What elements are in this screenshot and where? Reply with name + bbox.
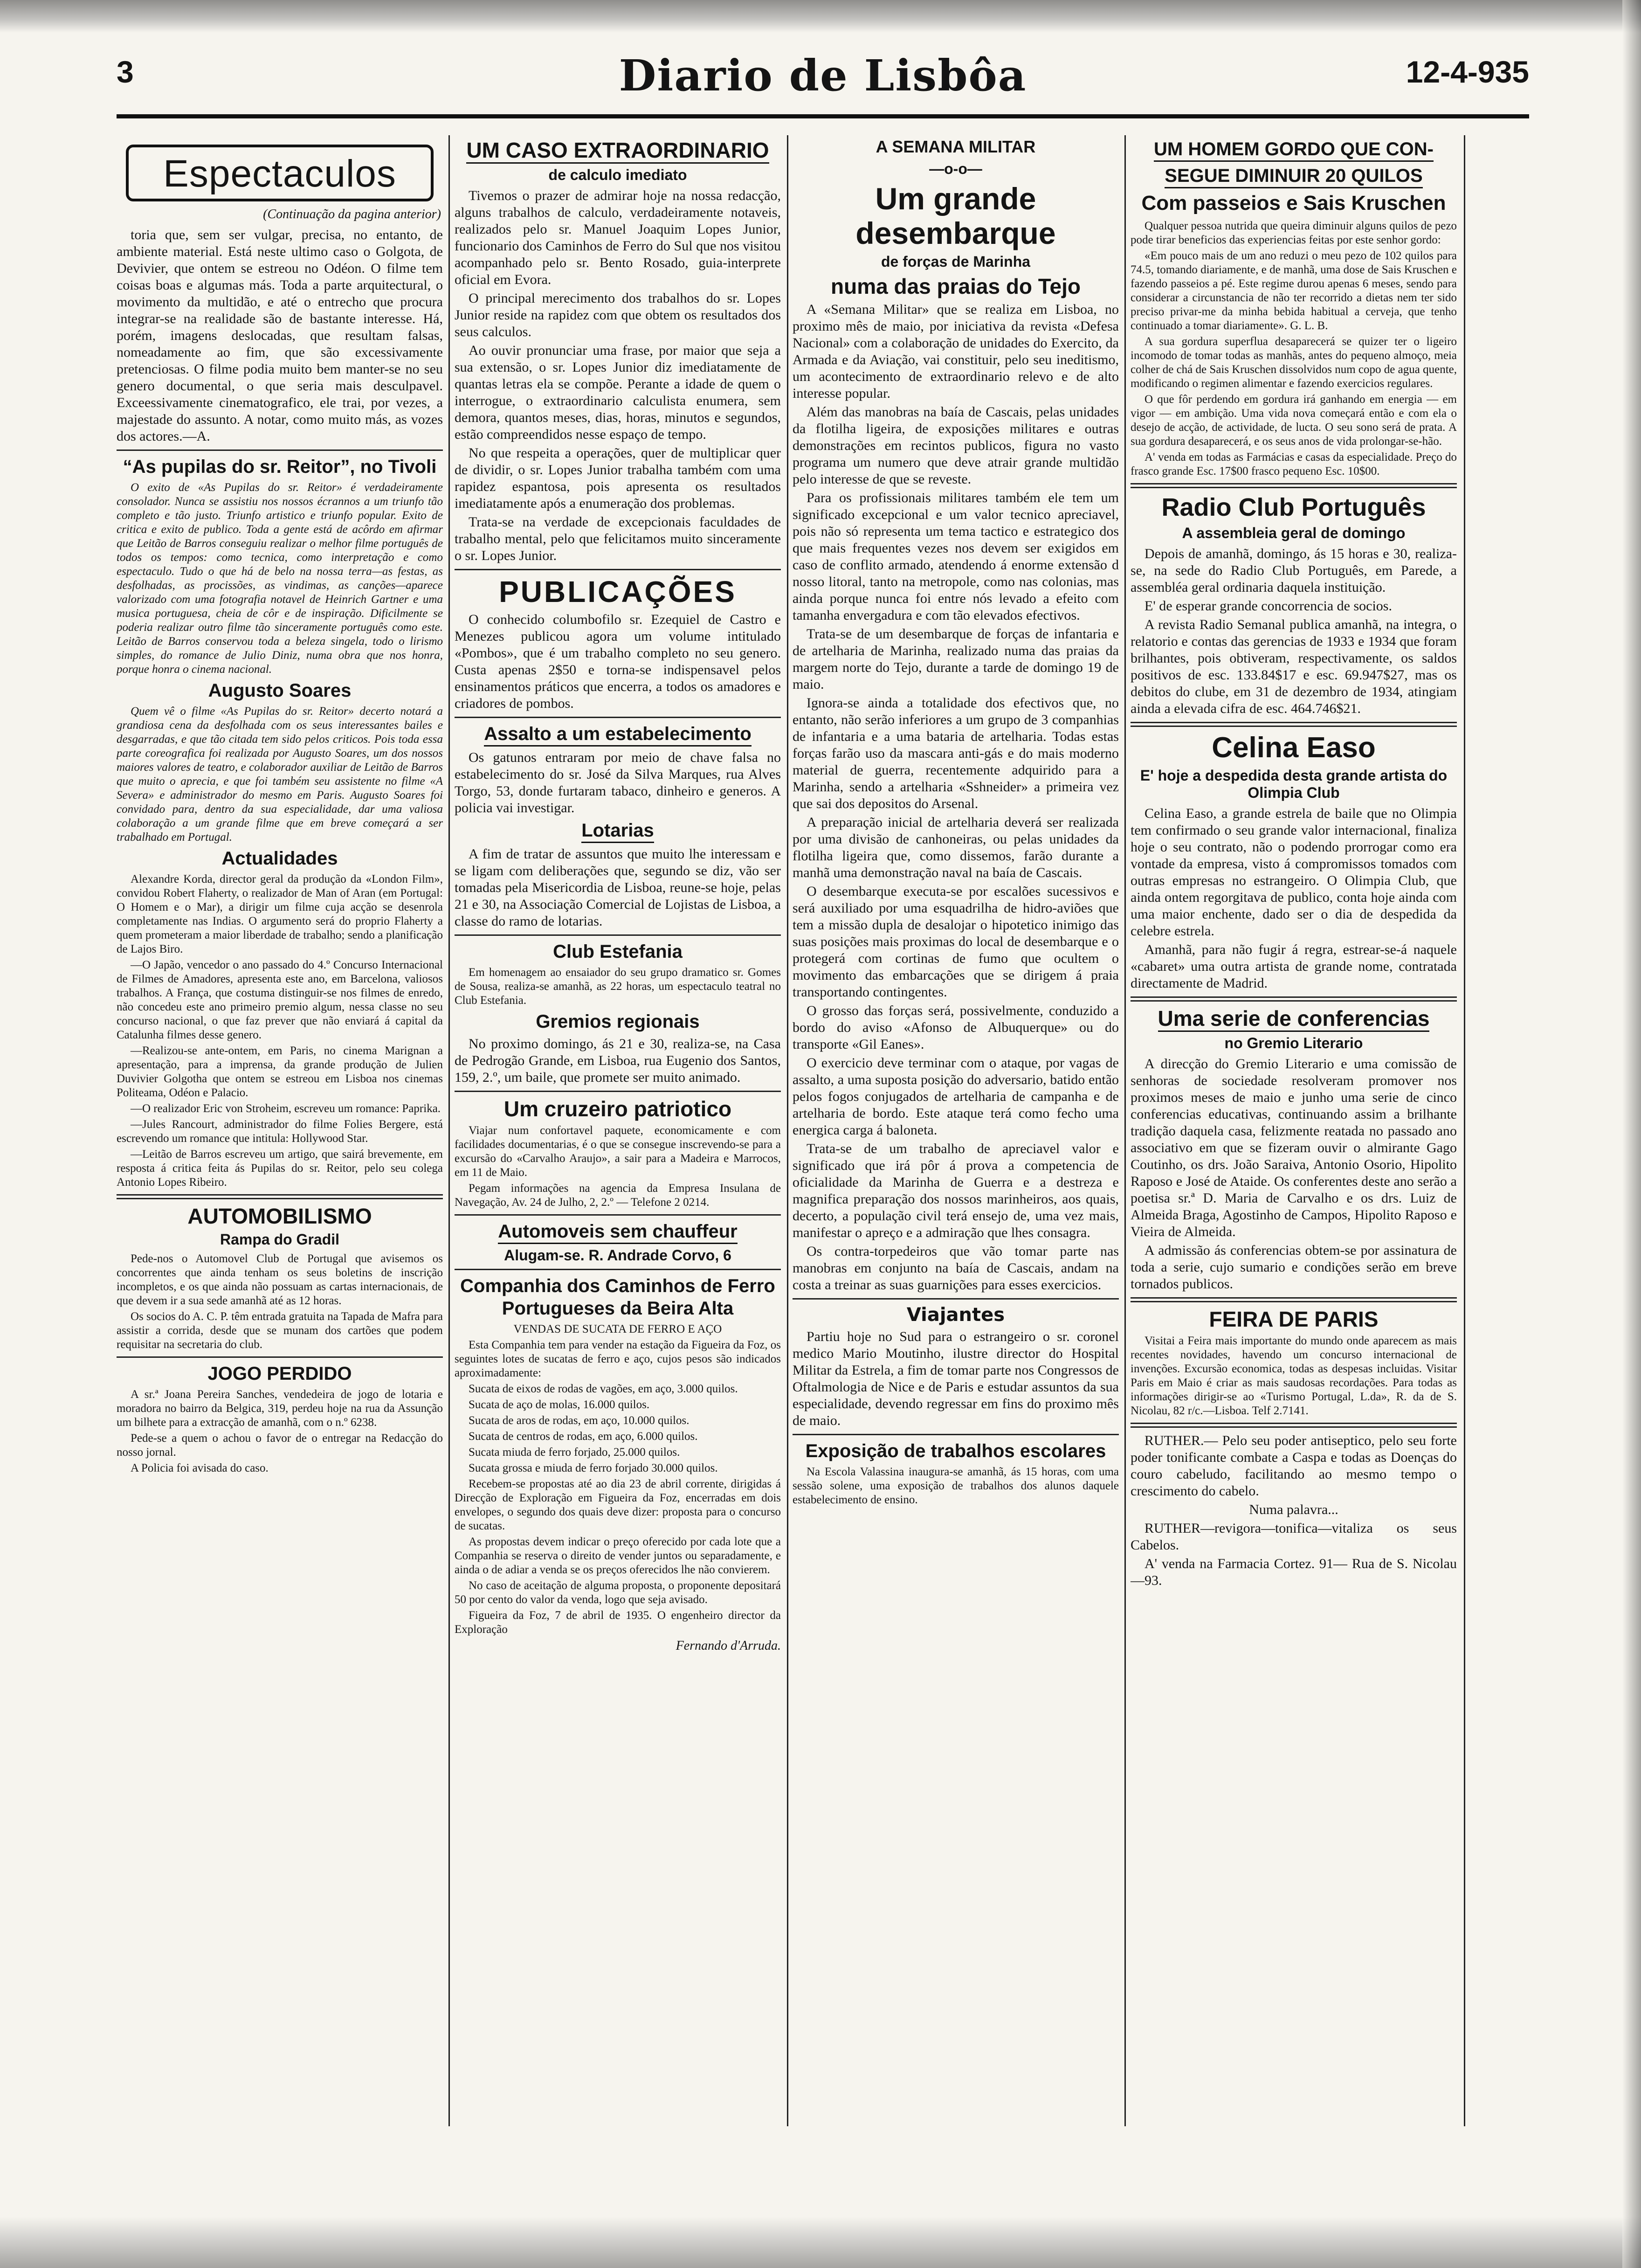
article-text: Pede-nos o Automovel Club de Portugal que avisemos os concorrentes que ainda tenham os seus boletins de inscrição incompletos, e os que ainda não possuam as cartas internacionais, de que devem ir a sua sede amanhã até as 12 horas. (117, 1252, 443, 1307)
article-text: «Em pouco mais de um ano reduzi o meu pezo de 102 quilos para 74.5, tomando diariamente, e de manhã, uma dose de Sais Kruschen e fazendo passeios a pé. Este regime durou apenas 6 meses, sendo para considerar a circunstancia de não ter recorrido a dietas nem ter sido preciso privar-me da minha bebida habitual a cerveja, que tenho continuado a tomar diariamente». G. L. B. (1131, 249, 1457, 332)
page-number: 3 (117, 55, 134, 89)
headline-text: Uma serie de conferencias (1158, 1006, 1430, 1032)
article-text: Sucata de eixos de rodas de vagões, em aço, 3.000 quilos. (469, 1383, 738, 1395)
article-text: Recebem-se propostas até ao dia 23 de abril corrente, dirigidas á Direcção de Exploração em Figueira da Foz, encerradas em dois envelopes, o segundo dos quais deve dizer: proposta para o concurso de sucatas. (455, 1478, 781, 1532)
article-text: —O realizador Eric von Stroheim, escreveu um romance: Paprika. (131, 1102, 441, 1115)
article-text: Esta Companhia tem para vender na estação da Figueira da Foz, os seguintes lotes de sucatas de ferro e aço, cujos pesos são indicados aproximadamente: (455, 1339, 781, 1379)
column-rule (448, 135, 450, 2126)
article-text: Pede-se a quem o achou o favor de o entregar na Redacção do nosso jornal. (117, 1432, 443, 1459)
column-rule (1124, 135, 1126, 2126)
headline-publicacoes: PUBLICAÇÕES (499, 575, 737, 608)
divider (117, 1194, 443, 1199)
headline-augusto-soares: Augusto Soares (208, 680, 352, 701)
subheadline: numa das praias do Tejo (831, 274, 1081, 298)
scan-edge-right (1622, 0, 1641, 2268)
headline-automobilismo: AUTOMOBILISMO (187, 1204, 372, 1228)
section-title-semana-militar: A SEMANA MILITAR (876, 137, 1036, 156)
article-text: Viajar num confortavel paquete, economicamente e com facilidades documentarias, é o que se consegue inscrevendo-se para a excursão do «Carvalho Araujo», a sair para a Madeira e Marrocos, em 11 de Maio. (455, 1124, 781, 1179)
article-text: Trata-se de um trabalho de apreciavel valor e significado que irá pôr á prova a competencia de oficialidade da Marinha de Guerra e a destreza e magnifica preparação dos nossos marinheiros, aos quais, decerto, a população civil terá ensejo de, uma vez mais, manifestar o apreço e a admiração que lhes consagra. (793, 1141, 1119, 1240)
article-text: toria que, sem ser vulgar, precisa, no entanto, de ambiente material. Está neste ultimo caso o Golgota, de Devivier, que ontem se estreou no Odéon. O filme tem coisas boas e algumas más. Toda a parte arquitectural, o movimento da multidão, e até o entrecho que procura integrar-se na realidade são de bastante interesse. Há, porém, imagens deslocadas, que resultam falsas, nomeadamente ao fim, que são excessivamente pretenciosas. O filme podia muito bem manter-se no seu genero documental, o que seria mais desculpavel. Exceessivamente cinematografico, ele trai, por vezes, a majestade do assunto. A notar, como muito más, as vozes dos actores.—A. (117, 227, 443, 444)
scan-edge-bottom (0, 2217, 1641, 2268)
article-text: Os contra-torpedeiros que vão tomar parte nas manobras em conjunto na baía de Cascais, andam na costa a treinar as suas guarnições para esses exercicios. (793, 1244, 1119, 1293)
subheadline: Com passeios e Sais Kruschen (1141, 192, 1446, 214)
masthead-rule (117, 114, 1529, 118)
article-text: Sucata de aros de rodas, em aço, 10.000 quilos. (469, 1414, 689, 1427)
ad-text: A' venda na Farmacia Cortez. 91— Rua de S. Nicolau—93. (1131, 1556, 1457, 1588)
ad-text: Numa palavra... (1249, 1502, 1338, 1517)
article-text: Depois de amanhã, domingo, ás 15 horas e 30, realiza-se, na sede do Radio Club Português, em Parede, a assembléa geral ordinaria daquela instituição. (1131, 546, 1457, 595)
scan-edge-top (0, 0, 1641, 33)
issue-date: 12-4-935 (1406, 55, 1529, 89)
article-text: —Jules Rancourt, administrador do filme Folies Bergere, está escrevendo um romance que intitula: Hollywood Star. (117, 1118, 443, 1145)
headline-homem-gordo (1131, 138, 1457, 162)
headline-feira-paris: FEIRA DE PARIS (1209, 1307, 1379, 1331)
column-rule (1464, 135, 1465, 2126)
article-text: O exercicio deve terminar com o ataque, por vagas de assalto, a uma suposta posição do adversario, batido então pelos fogos conjugados de artelharia de campanha e de artelharia de bordo. Este ataque terá como fecho uma energica carga á baloneta. (793, 1055, 1119, 1138)
column-1 (117, 135, 443, 2126)
headline-homem-gordo-line2 (1131, 165, 1457, 188)
subheadline: no Gremio Literario (1224, 1035, 1363, 1051)
article-text: A revista Radio Semanal publica amanhã, na integra, o relatorio e contas das gerencias de 1933 e 1934 que foram brilhantes, pois obtiveram, respectivamente, os saldos positivos de esc. 133.84$17 e esc. 69.947$27, mas os debitos do clube, em 31 de dezembro de 1934, atingiam ainda a elevada cifra de esc. 464.746$21. (1131, 617, 1457, 716)
divider (1131, 996, 1457, 1002)
article-text: O grosso das forças será, possivelmente, conduzido a bordo do aviso «Afonso de Albuquerque» ou do transporte «Gil Eanes». (793, 1003, 1119, 1052)
divider (117, 449, 443, 451)
article-text: A «Semana Militar» que se realiza em Lisboa, no proximo mês de maio, por iniciativa da revista «Defesa Nacional» com a colaboração de unidades do Exercito, da Armada e da Aviação, vai constituir, pelo seu ineditismo, um acontecimento de extraordinario relevo e de alto interesse popular. (793, 302, 1119, 401)
signature: Fernando d'Arruda. (676, 1639, 781, 1653)
headline-automoveis (455, 1220, 781, 1244)
article-text: Em homenagem ao ensaiador do seu grupo dramatico sr. Gomes de Sousa, realiza-se amanhã, as 22 horas, um espectaculo teatral no Club Estefania. (455, 966, 781, 1007)
masthead (117, 50, 1529, 106)
article-text: O que fôr perdendo em gordura irá ganhando em energia — em vigor — em ambição. Uma vida nova começará então e com ela o desejo de acção, de actividade, de lucta. O seu sono será de prata. A sua gordura desaparecerá, e os seus anos de vida prolongar-se-hão. (1131, 393, 1457, 448)
article-text: Tivemos o prazer de admirar hoje na nossa redacção, alguns trabalhos de calculo, verdadeiramente notaveis, realizados pelo sr. Manuel Joaquim Lopes Junior, funcionario dos Caminhos de Ferro do Sul que nos visitou acompanhado pelo sr. Bento Rosado, guia-interprete oficial em Evora. (455, 188, 781, 287)
article-text: —Leitão de Barros escreveu um artigo, que sairá brevemente, em resposta á critica feita ás Pupilas do sr. Reitor, pelo seu colega Antonio Lopes Ribeiro. (117, 1148, 443, 1189)
headline-text: UM CASO EXTRAORDINARIO (466, 138, 769, 164)
divider (793, 1298, 1119, 1300)
divider (793, 1434, 1119, 1435)
headline-radio-club: Radio Club Português (1161, 493, 1426, 521)
article-text: Celina Easo, a grande estrela de baile que no Olimpia tem confirmado o seu grande valor internacional, finaliza hoje o seu contrato, não o podendo prorrogar como era vontade da empresa, visto á compromissos tomados com outras empresas no estrangeiro. O Olimpia Club, que ainda ontem regorgitava de publico, conta hoje ainda com uma maior enchente, dado ser o dia de despedida da celebre estrela. (1131, 806, 1457, 939)
ornament: —o-o— (929, 160, 982, 177)
subheadline: A assembleia geral de domingo (1182, 525, 1406, 541)
divider (117, 1356, 443, 1358)
article-text: A preparação inicial de artelharia deverá ser realizada por uma divisão de canhoneiras, ou pelas unidades da flotilha ligeira que, como dissemos, farão durante a manhã uma demonstração naval na baía de Cascais. (793, 815, 1119, 880)
article-text: Trata-se na verdade de excepcionais faculdades de trabalho mental, pelo que felicitamos muito sinceramente o sr. Lopes Junior. (455, 514, 781, 563)
headline-viajantes: Viajantes (906, 1304, 1005, 1326)
article-text: A Policia foi avisada do caso. (131, 1462, 269, 1474)
article-text: Pegam informações na agencia da Empresa Insulana de Navegação, Av. 24 de Julho, 2, 2.º — Telefone 2 0214. (455, 1182, 781, 1209)
headline-text: Lotarias (581, 819, 654, 843)
column-4 (1131, 135, 1457, 2126)
article-text: As propostas devem indicar o preço oferecido por cada lote que a Companhia se reserva o direito de vender juntos ou separadamente, e ainda o de adiar a venda se os preços oferecidos lhe não convierem. (455, 1535, 781, 1576)
article-text: Visitai a Feira mais importante do mundo onde aparecem as mais recentes novidades, havendo um concurso internacional de invenções. Excursão economica, todas as despesas incluidas. Visitar Paris em Maio é criar as mais saudosas recordações. Para todas as informações dirigir-se ao «Turismo Portugal, L.da», R. da de S. Nicolau, 82 r/c.—Lisboa. Telf 2.7141. (1131, 1335, 1457, 1417)
divider (1131, 722, 1457, 727)
divider (1131, 1423, 1457, 1428)
article-text: Ignora-se ainda a totalidade dos efectivos que, no entanto, não serão inferiores a um grupo de 3 companhias de infantaria e a uma bataria de artelharia. Todas estas forças farão uso da mascara anti-gás e do mais moderno material de guerra, recentemente adquirido para a Marinha, sendo a artelharia «Sshneider» a primeira vez que sai dos depositos do Arsenal. (793, 695, 1119, 811)
headline-cruzeiro: Um cruzeiro patriotico (503, 1097, 732, 1121)
subheadline: de forças de Marinha (881, 253, 1031, 270)
ad-text: RUTHER—revigora—tonifica—vitaliza os seus Cabelos. (1131, 1521, 1457, 1553)
article-text: No caso de aceitação de alguma proposta, o proponente depositará 50 por cento do valor da venda, logo que seja avisado. (455, 1579, 781, 1606)
subheadline: VENDAS DE SUCATA DE FERRO E AÇO (513, 1323, 722, 1335)
article-text: Partiu hoje no Sud para o estrangeiro o sr. coronel medico Mario Moutinho, ilustre director do Hospital Militar da Estrela, a fim de tomar parte nos Congressos de Oftalmologia de Nice e de Paris e estudar assuntos da sua especialidade, devendo regressar em fins do proximo mês de maio. (793, 1329, 1119, 1428)
article-text: O desembarque executa-se por escalões sucessivos e será auxiliado por uma esquadrilha de hidro-aviões que tem a missão dupla de desalojar o hipotetico inimigo das suas posições mais proximas do local de desembarque e o protegerá com cortinas de fumo que ocultem o movimento das embarcações que se dirigem á praia transportando contingentes. (793, 884, 1119, 1000)
article-text: Os socios do A. C. P. têm entrada gratuita na Tapada de Mafra para assistir a corrida, desde que se munam dos cartões que podem requisitar na secretaria do club. (117, 1310, 443, 1351)
article-text: Qualquer pessoa nutrida que queira diminuir alguns quilos de pezo pode tirar beneficios das experiencias feitas por este senhor gordo: (1131, 220, 1457, 246)
divider (1131, 483, 1457, 488)
subheadline: E' hoje a despedida desta grande artista do Olimpia Club (1140, 767, 1448, 801)
article-text: No que respeita a operações, quer de multiplicar quer de dividir, o sr. Lopes Junior trabalha também com uma rapidez espantosa, pois apresenta os resultados imediatamente após a enumeração dos problemas. (455, 445, 781, 511)
headline-text: UM HOMEM GORDO QUE CON- (1154, 138, 1434, 162)
subheadline: de calculo imediato (548, 166, 687, 183)
article-text: A sr.ª Joana Pereira Sanches, vendedeira de jogo de lotaria e moradora no bairro da Belgica, 319, perdeu hoje na rua da Assunção um bilhete para a extracção de amanhã, com o n.º 6238. (117, 1388, 443, 1429)
headline-lotarias (455, 819, 781, 843)
article-text: O exito de «As Pupilas do sr. Reitor» é verdadeiramente consolador. Nunca se assistiu nos nossos écrannos a um triunfo tão completo e tão justo. Triunfo artistico e triunfo popular. Exito de critica e exito de publico. Toda a gente está de acôrdo em afirmar que Leitão de Barros conseguiu realizar o melhor filme português de todos os tempos: como tecnica, como interpretação e como espectaculo. Tudo o que há de belo na nossa terra—as festas, as desfolhadas, as procissões, as vindimas, as canções—aparece valorizado com uma fotografia notavel de Heinrich Gartner e uma musica portuguesa, cheia de côr e de inspiração. Dificilmente se poderia realizar outro filme tão sinceramente português como este. Leitão de Barros conservou toda a beleza singela, todo o lirismo simples, do romance de Julio Diniz, numa obra que nos honra, porque honra o cinema nacional. (117, 481, 443, 676)
article-text: Quem vê o filme «As Pupilas do sr. Reitor» decerto notará a grandiosa cena da desfolhada com os seus interessantes bailes e desgarradas, e que tão citada tem sido pelos criticos. Pois toda essa parte coreografica foi realizada por Augusto Soares, um dos nossos maiores valores de teatro, e colaborador auxiliar de Leitão de Barros que muito o aprecia, e que foi também seu assistente no filme «A Severa» e administrador do mesmo em Paris. Augusto Soares foi convidado para, dentro da sua especialidade, dar uma valiosa colaboração a um grande filme que em breve começará a ser trabalhado em Portugal. (117, 705, 443, 844)
headline-desembarque: Um grande desembarque (855, 181, 1056, 250)
headline-celina-easo: Celina Easo (1212, 732, 1376, 764)
divider (455, 1214, 781, 1216)
headline-gremios-regionais: Gremios regionais (536, 1011, 700, 1032)
article-text: Para os profissionais militares também ele tem um significado excepcional e um valor tecnico apreciavel, pois não só representa um tema tactico e estrategico dos que mais frequentes vezes nos devem ser exigidos em caso de conflito armado, atendendo á enorme extensão d nosso litoral, tanto na metropole, como nas colonias, mas ainda porque nunca foi entre nós levado a efeito com tamanha envergadura e com tão elevados efectivos. (793, 490, 1119, 623)
headline-actualidades: Actualidades (221, 848, 338, 869)
divider (455, 1091, 781, 1092)
subheadline: Alugam-se. R. Andrade Corvo, 6 (504, 1247, 731, 1264)
ad-text: RUTHER.— Pelo seu poder antiseptico, pelo seu forte poder tonificante combate a Caspa e todas as Doenças do couro cabeludo, facilitando ao mesmo tempo o crescimento do cabelo. (1131, 1433, 1457, 1499)
headline-caso-extraordinario (455, 138, 781, 164)
headline-text: Automoveis sem chauffeur (498, 1220, 737, 1244)
article-text: Sucata de aço de molas, 16.000 quilos. (469, 1398, 650, 1411)
article-text: O principal merecimento dos trabalhos do sr. Lopes Junior reside na rapidez com que obtem os resultados dos seus calculos. (455, 290, 781, 339)
continuation-note: (Continuação da pagina anterior) (263, 207, 441, 221)
article-text: Alexandre Korda, director geral da produção da «London Film», convidou Robert Flaherty, o realizador de Man of Aran (em Portugal: O Homem e o Mar), a dirigir um filme cuja acção se desenrola completamente nas Indias. O argumento será do proprio Flaherty a quem prometeram a maior liberdade de trabalho; sendo a planificação de Lajos Biro. (117, 873, 443, 955)
article-text: A' venda em todas as Farmácias e casas da especialidade. Preço do frasco grande Esc. 17$00 frasco pequeno Esc. 10$00. (1131, 451, 1457, 477)
headline-assalto (455, 723, 781, 747)
divider (455, 717, 781, 718)
headline-exposicao: Exposição de trabalhos escolares (805, 1441, 1106, 1461)
subheadline: Rampa do Gradil (220, 1231, 340, 1248)
section-title-espectaculos: Espectaculos (126, 145, 434, 201)
divider (1131, 1297, 1457, 1302)
article-text: Figueira da Foz, 7 de abril de 1935. O engenheiro director da Exploração (455, 1609, 781, 1636)
column-rule (787, 135, 788, 2126)
article-text: Amanhã, para não fugir á regra, estrear-se-á naquele «cabaret» uma outra artista de grande nome, contratada directamente de Madrid. (1131, 942, 1457, 991)
article-text: Sucata de centros de rodas, em aço, 6.000 quilos. (469, 1430, 698, 1443)
article-text: Sucata miuda de ferro forjado, 25.000 quilos. (469, 1446, 680, 1459)
article-text: A direcção do Gremio Literario e uma comissão de senhoras de sociedade resolveram promover nos proximos meses de maio e junho uma serie de cinco conferencias educativas, continuando assim a brilhante tradição daquela casa, felizmente reatada no passado ano associativo em que se fizeram ouvir o almirante Gago Coutinho, os drs. João Saraiva, Antonio Osorio, Hipolito Raposo e José de Ataide. Os conferentes deste ano serão a poetisa sr.ª D. Maria de Carvalho e os drs. Luiz de Almeida Braga, Agostinho de Campos, Hipolito Raposo e Vieira de Almeida. (1131, 1056, 1457, 1239)
headline-text: SEGUE DIMINUIR 20 QUILOS (1165, 165, 1422, 188)
headline-caminhos-ferro: Companhia dos Caminhos de Ferro Portugueses da Beira Alta (460, 1276, 775, 1319)
column-3 (793, 135, 1119, 2126)
article-text: A admissão ás conferencias obtem-se por assinatura de toda a serie, cujo sumario e condições serão em breve tornados publicos. (1131, 1243, 1457, 1292)
divider (455, 934, 781, 936)
article-text: —Realizou-se ante-ontem, em Paris, no cinema Marignan a apresentação, para a imprensa, da grande produção de Julien Duvivier Golgotha que ontem se estreou em Lisboa nos cinemas Politeama, Odéon e Palacio. (117, 1044, 443, 1099)
article-text: Sucata grossa e miuda de ferro forjado 30.000 quilos. (469, 1462, 718, 1474)
headline-conferencias (1131, 1006, 1457, 1032)
divider (455, 1269, 781, 1270)
article-text: Ao ouvir pronunciar uma frase, por maior que seja a sua extensão, o sr. Lopes Junior diz imediatamente de quantas letras ela se compõe. Perante a idade de quem o interrogue, o extraordinario calculista enumera, sem demora, quantos meses, dias, horas, minutos e segundos, estão compreendidos nesse espaço de tempo. (455, 343, 781, 442)
headline-club-estefania: Club Estefania (553, 941, 683, 962)
article-text: —O Japão, vencedor o ano passado do 4.º Concurso Internacional de Filmes de Amadores, apresenta este ano, em Barcelona, valiosos trabalhos. A França, que costuma distinguir-se nos filmes de enredo, não concedeu este ano primeiro premio algum, nessa classe no seu concurso nacional, o que faz prever que não enviará á capital da Catalunha filmes desse genero. (117, 959, 443, 1041)
divider (455, 569, 781, 570)
article-text: O conhecido columbofilo sr. Ezequiel de Castro e Menezes publicou agora um volume intitulado «Pombos», que é um trabalho completo no seu genero. Custa apenas 2$50 e torna-se indispensavel pelos ensinamentos práticos que encerra, a todos os amadores e criadores de pombos. (455, 612, 781, 711)
newspaper-title: Diario de Lisbôa (619, 50, 1027, 101)
article-text: No proximo domingo, ás 21 e 30, realiza-se, na Casa de Pedrogão Grande, em Lisboa, rua Eugenio dos Santos, 159, 2.º, um baile, que promete ser muito animado. (455, 1036, 781, 1085)
article-text: A sua gordura superflua desaparecerá se quizer ter o ligeiro incomodo de tomar todas as manhãs, antes do pequeno almoço, meia colher de chá de Sais Kruschen dissolvidos num copo de agua quente, modificando o regimen alimentar e fazendo exercicios regulares. (1131, 335, 1457, 390)
article-text: Além das manobras na baía de Cascais, pelas unidades da flotilha ligeira, de exposições militares e outras demonstrações em recintos publicos, figura no vasto programa um numero que deve atrair grande multidão pelo interesse de que se reveste. (793, 404, 1119, 487)
article-text: E' de esperar grande concorrencia de socios. (1145, 598, 1392, 614)
article-text: Trata-se de um desembarque de forças de infantaria e de artelharia de Marinha, realizado numa das praias da margem norte do Tejo, durante a tarde de domingo 19 de maio. (793, 626, 1119, 692)
headline-jogo-perdido: JOGO PERDIDO (207, 1363, 352, 1384)
article-text: A fim de tratar de assuntos que muito lhe interessam e se ligam com deliberações que, segundo se diz, vão ser tomadas pela Misericordia de Lisboa, reune-se hoje, pelas 21 e 30, na Associação Comercial de Lojistas de Lisboa, a classe do ramo de lotarias. (455, 846, 781, 929)
article-text: Os gatunos entraram por meio de chave falsa no estabelecimento do sr. José da Silva Marques, rua Alves Torgo, 53, donde furtaram tabaco, dinheiro e generos. A policia vai investigar. (455, 750, 781, 816)
article-text: Na Escola Valassina inaugura-se amanhã, ás 15 horas, com uma sessão solene, uma exposição de trabalhos dos alunos daquele estabelecimento de ensino. (793, 1466, 1119, 1506)
headline-pupilas: “As pupilas do sr. Reitor”, no Tivoli (123, 456, 437, 477)
column-2 (455, 135, 781, 2126)
headline-text: Assalto a um estabelecimento (484, 723, 752, 747)
